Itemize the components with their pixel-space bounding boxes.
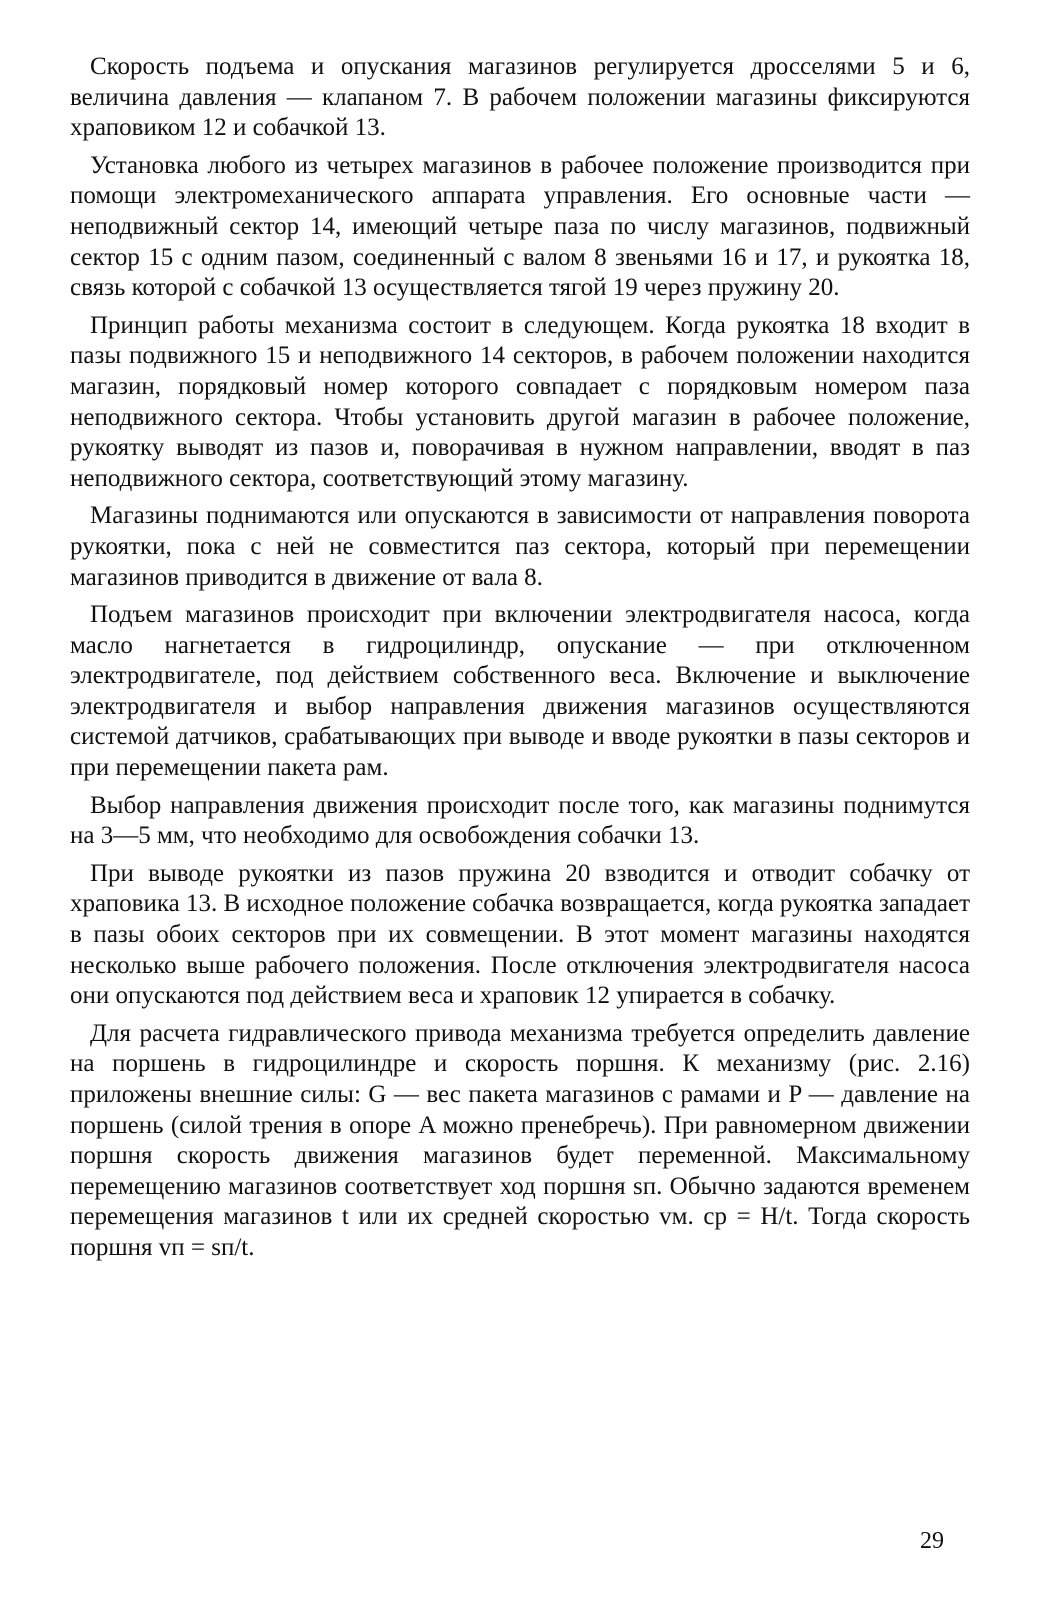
paragraph-3: Принцип работы механизма состоит в следующем. Когда рукоятка 18 входит в пазы подвижного 15 и неподвижного 14 секторов, в рабочем положении находится магазин, порядковый номер которого совпадает с порядковым номером паза неподвижного сектора. Чтобы установить другой магазин в рабочее положение, рукоятку выводят из пазов и, поворачивая в нужном направлении, вводят в паз неподвижного сектора, соответствующий этому магазину. bbox=[70, 311, 970, 492]
page-body bbox=[70, 52, 970, 1271]
paragraph-5: Подъем магазинов происходит при включении электродвигателя насоса, когда масло нагнетается в гидроцилиндр, опускание — при отключенном электродвигателе, под действием собственного веса. Включение и выключение электродвигателя и выбор направления движения магазинов осуществляются системой датчиков, срабатывающих при выводе и вводе рукоятки в пазы секторов и при перемещении пакета рам. bbox=[70, 601, 970, 782]
paragraph-1: Скорость подъема и опускания магазинов регулируется дросселями 5 и 6, величина давления — клапаном 7. В рабочем положении магазины фиксируются храповиком 12 и собачкой 13. bbox=[70, 53, 970, 142]
paragraph-6: Выбор направления движения происходит после того, как магазины поднимутся на 3—5 мм, что необходимо для освобождения собачки 13. bbox=[70, 791, 970, 850]
paragraph-2: Установка любого из четырех магазинов в рабочее положение производится при помощи электромеханического аппарата управления. Его основные части — неподвижный сектор 14, имеющий четыре паза по числу магазинов, подвижный сектор 15 с одним пазом, соединенный с валом 8 звеньями 16 и 17, и рукоятка 18, связь которой с собачкой 13 осуществляется тягой 19 через пружину 20. bbox=[70, 151, 970, 302]
paragraph-8: Для расчета гидравлического привода механизма требуется определить давление на поршень в гидроцилиндре и скорость поршня. К механизму (рис. 2.16) приложены внешние силы: G — вес пакета магазинов с рамами и P — давление на поршень (силой трения в опоре A можно пренебречь). При равномерном движении поршня скорость движения магазинов будет переменной. Максимальному перемещению магазинов соответствует ход поршня sп. Обычно задаются временем перемещения магазинов t или их средней скоростью vм. ср = H/t. Тогда скорость поршня vп = sп/t. bbox=[70, 1019, 970, 1261]
paragraph-7: При выводе рукоятки из пазов пружина 20 взводится и отводит собачку от храповика 13. В исходное положение собачка возвращается, когда рукоятка западает в пазы обоих секторов при их совмещении. В этот момент магазины находятся несколько выше рабочего положения. После отключения электродвигателя насоса они опускаются под действием веса и храповик 12 упирается в собачку. bbox=[70, 859, 970, 1010]
page-number: 29 bbox=[920, 1528, 944, 1554]
paragraph-4: Магазины поднимаются или опускаются в зависимости от направления поворота рукоятки, пока с ней не совместится паз сектора, который при перемещении магазинов приводится в движение от вала 8. bbox=[70, 502, 970, 591]
